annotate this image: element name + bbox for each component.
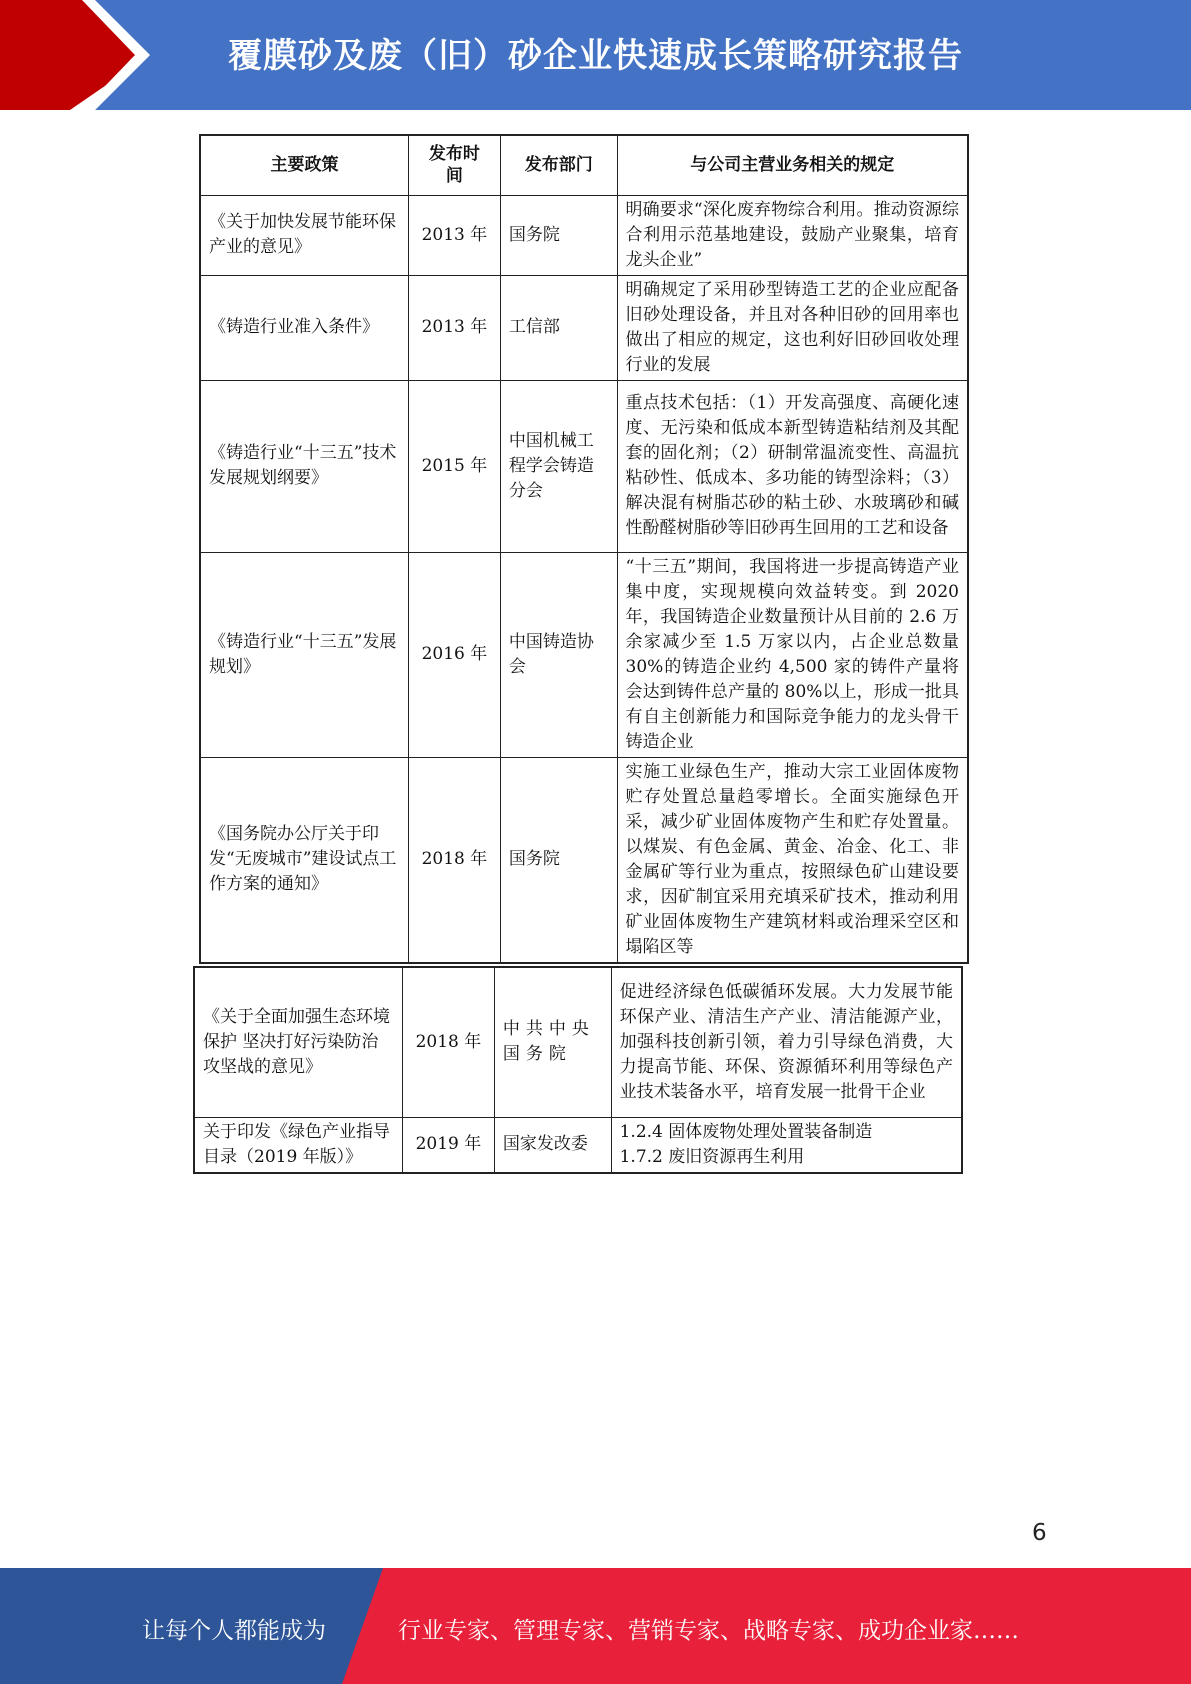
dept-cell: 工信部 <box>500 275 617 380</box>
report-title: 覆膜砂及废（旧）砂企业快速成长策略研究报告 <box>228 36 963 76</box>
year-cell: 2015 年 <box>408 380 500 552</box>
policy-cell: 《关于全面加强生态环境保护 坚决打好污染防治攻坚战的意见》 <box>194 967 402 1117</box>
table-row <box>194 1117 962 1173</box>
dept-cell: 中国铸造协会 <box>500 552 617 757</box>
requirement-cell: 重点技术包括：（1）开发高强度、高硬化速度、无污染和低成本新型铸造粘结剂及其配套的固化剂；（2）研制常温流变性、高温抗粘砂性、低成本、多功能的铸型涂料；（3）解决混有树脂芯砂的粘土砂、水玻璃砂和碱性酚醛树脂砂等旧砂再生回用的工艺和设备 <box>617 380 968 552</box>
column-header-year: 发布时间 <box>408 135 500 195</box>
dept-cell: 中共中央国务院 <box>494 967 611 1117</box>
policy-table <box>199 134 969 964</box>
dept-cell: 国家发改委 <box>494 1117 611 1173</box>
policy-cell: 《关于加快发展节能环保产业的意见》 <box>200 195 408 275</box>
policy-cell: 《国务院办公厅关于印发“无废城市”建设试点工作方案的通知》 <box>200 757 408 963</box>
table-row <box>200 552 968 757</box>
policy-cell: 关于印发《绿色产业指导目录（2019 年版）》 <box>194 1117 402 1173</box>
dept-cell: 国务院 <box>500 195 617 275</box>
requirement-cell <box>611 1117 962 1173</box>
table-row <box>200 380 968 552</box>
year-cell: 2018 年 <box>408 757 500 963</box>
table-row <box>200 757 968 963</box>
policy-cell: 《铸造行业“十三五”技术发展规划纲要》 <box>200 380 408 552</box>
requirement-cell: 明确规定了采用砂型铸造工艺的企业应配备旧砂处理设备，并且对各种旧砂的回用率也做出了相应的规定，这也利好旧砂回收处理行业的发展 <box>617 275 968 380</box>
year-cell: 2019 年 <box>402 1117 494 1173</box>
requirement-cell: 明确要求“深化废弃物综合利用。推动资源综合利用示范基地建设，鼓励产业聚集，培育龙头企业” <box>617 195 968 275</box>
requirement-cell: 促进经济绿色低碳循环发展。大力发展节能环保产业、清洁生产产业、清洁能源产业，加强科技创新引领，着力引导绿色消费，大力提高节能、环保、资源循环利用等绿色产业技术装备水平，培育发展一批骨干企业 <box>611 967 962 1117</box>
column-header-requirement: 与公司主营业务相关的规定 <box>617 135 968 195</box>
requirement-cell: 实施工业绿色生产，推动大宗工业固体废物贮存处置总量趋零增长。全面实施绿色开采，减少矿业固体废物产生和贮存处置量。以煤炭、有色金属、黄金、冶金、化工、非金属矿等行业为重点，按照绿色矿山建设要求，因矿制宜采用充填采矿技术，推动利用矿业固体废物生产建筑材料或治理采空区和塌陷区等 <box>617 757 968 963</box>
table-row <box>200 275 968 380</box>
policy-table-continued <box>193 966 963 1174</box>
policy-cell: 《铸造行业“十三五”发展规划》 <box>200 552 408 757</box>
year-cell: 2016 年 <box>408 552 500 757</box>
dept-cell: 国务院 <box>500 757 617 963</box>
table-row <box>200 195 968 275</box>
table-row <box>194 967 962 1117</box>
table-header-row <box>200 135 968 195</box>
column-header-policy: 主要政策 <box>200 135 408 195</box>
catalog-item: 1.7.2 废旧资源再生利用 <box>619 1146 805 1167</box>
column-header-dept: 发布部门 <box>500 135 617 195</box>
footer-slogan-right: 行业专家、管理专家、营销专家、战略专家、成功企业家…… <box>398 1618 1019 1644</box>
policy-cell: 《铸造行业准入条件》 <box>200 275 408 380</box>
dept-cell: 中国机械工程学会铸造分会 <box>500 380 617 552</box>
year-cell: 2013 年 <box>408 275 500 380</box>
requirement-cell: “十三五”期间，我国将进一步提高铸造产业集中度，实现规模向效益转变。到 2020 年，我国铸造企业数量预计从目前的 2.6 万余家减少至 1.5 万家以内，占企业总数量 30%的铸造企业约 4,500 家的铸件产量将会达到铸件总产量的 80%以上，形成一批具有自主创新能力和国际竞争能力的龙头骨干铸造企业 <box>617 552 968 757</box>
page-number: 6 <box>1032 1520 1047 1546</box>
year-cell: 2013 年 <box>408 195 500 275</box>
catalog-item: 1.2.4 固体废物处理处置装备制造 <box>619 1121 873 1142</box>
footer-slogan-left: 让每个人都能成为 <box>142 1618 326 1644</box>
year-cell: 2018 年 <box>402 967 494 1117</box>
